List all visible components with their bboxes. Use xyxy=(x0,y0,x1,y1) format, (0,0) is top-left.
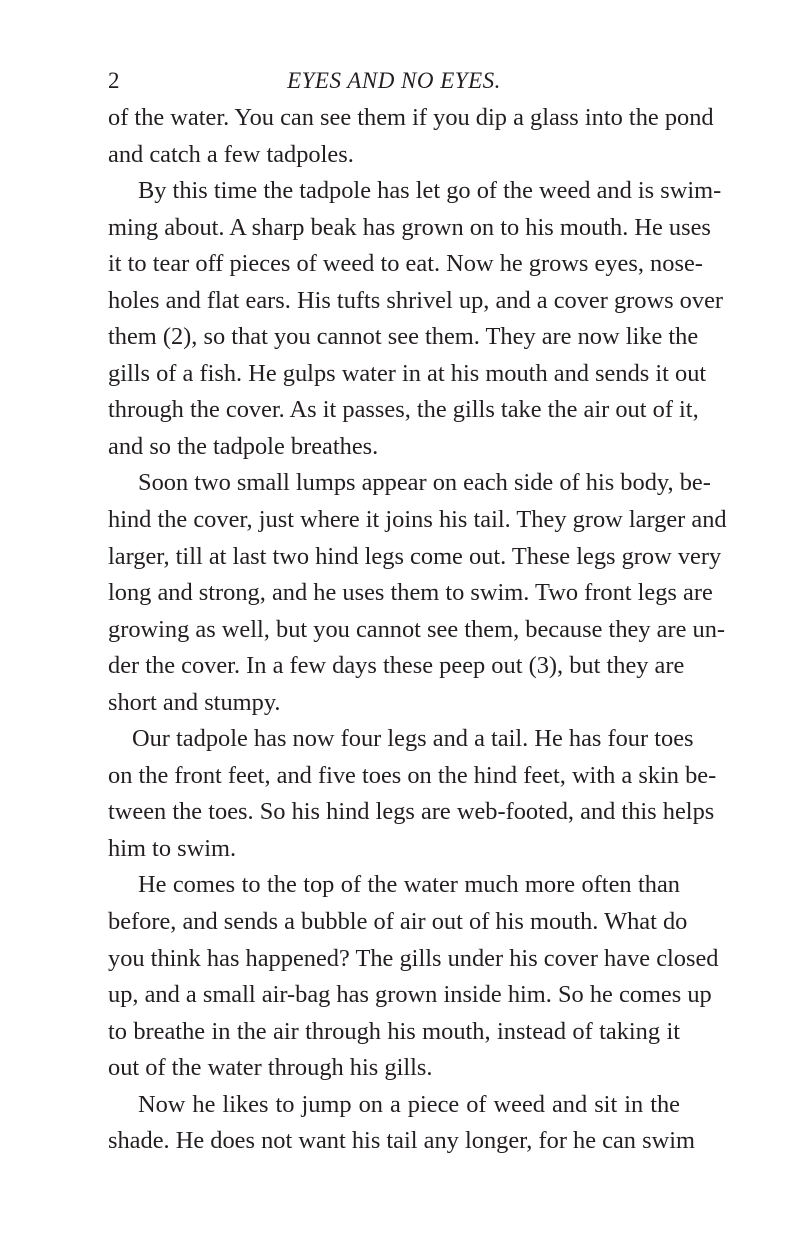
text-line: Now he likes to jump on a piece of weed and sit in the xyxy=(138,1090,680,1118)
text-line: to breathe in the air through his mouth, instead of taking it xyxy=(108,1017,680,1045)
paragraph xyxy=(108,867,719,1086)
text-line: through the cover. As it passes, the gills take the air out of it, xyxy=(108,396,699,424)
text-line: growing as well, but you cannot see them, because they are un- xyxy=(108,615,726,643)
text-line: He comes to the top of the water much more often than xyxy=(138,871,680,899)
text-line: and so the tadpole breathes. xyxy=(108,432,379,460)
paragraph xyxy=(108,465,727,721)
text-line: larger, till at last two hind legs come out. These legs grow very xyxy=(108,542,722,570)
text-line: you think has happened? The gills under his cover have closed xyxy=(108,944,719,972)
text-line: der the cover. In a few days these peep out (3), but they are xyxy=(108,652,685,680)
text-line: tween the toes. So his hind legs are web-footed, and this helps xyxy=(108,798,715,826)
page-number: 2 xyxy=(108,68,120,93)
body-text xyxy=(108,100,727,1160)
paragraph xyxy=(108,1087,695,1160)
page-header xyxy=(108,64,680,98)
running-head: EYES AND NO EYES. xyxy=(287,68,501,93)
text-line: and catch a few tadpoles. xyxy=(108,140,354,168)
text-line: out of the water through his gills. xyxy=(108,1054,433,1082)
text-line: Soon two small lumps appear on each side of his body, be- xyxy=(138,469,711,497)
text-line: Our tadpole has now four legs and a tail. He has four toes xyxy=(132,725,694,753)
text-line: ming about. A sharp beak has grown on to his mouth. He uses xyxy=(108,213,711,241)
paragraph xyxy=(108,721,717,867)
text-line: on the front feet, and five toes on the hind feet, with a skin be- xyxy=(108,761,717,789)
paragraph xyxy=(108,173,724,465)
paragraph xyxy=(108,100,714,173)
text-line: shade. He does not want his tail any longer, for he can swim xyxy=(108,1127,695,1155)
text-line: him to swim. xyxy=(108,834,237,862)
text-line: short and stumpy. xyxy=(108,688,281,716)
text-line: up, and a small air-bag has grown inside him. So he comes up xyxy=(108,981,712,1009)
text-line: them (2), so that you cannot see them. They are now like the xyxy=(108,323,699,351)
text-line: long and strong, and he uses them to swim. Two front legs are xyxy=(108,579,713,607)
text-line: By this time the tadpole has let go of the weed and is swim- xyxy=(138,177,722,205)
text-line: holes and flat ears. His tufts shrivel up, and a cover grows over xyxy=(108,286,724,314)
text-line: hind the cover, just where it joins his tail. They grow larger and xyxy=(108,506,727,534)
text-line: it to tear off pieces of weed to eat. Now he grows eyes, nose- xyxy=(108,250,703,278)
text-line: of the water. You can see them if you dip a glass into the pond xyxy=(108,104,714,131)
text-line: before, and sends a bubble of air out of his mouth. What do xyxy=(108,908,688,936)
text-line: gills of a fish. He gulps water in at his mouth and sends it out xyxy=(108,359,707,387)
